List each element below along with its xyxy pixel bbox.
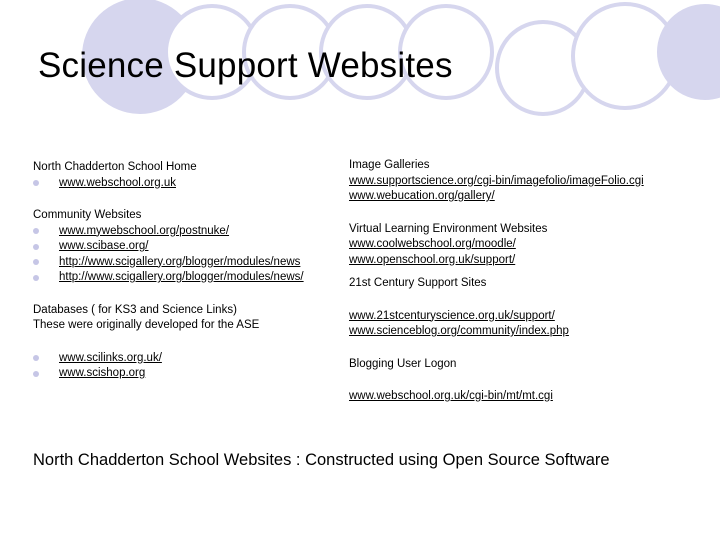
vle-heading: Virtual Learning Environment Websites: [349, 222, 548, 235]
community-heading: Community Websites: [33, 209, 142, 221]
vle-link[interactable]: www.coolwebschool.org/moodle/: [349, 238, 516, 250]
blogging-link[interactable]: www.webschool.org.uk/cgi-bin/mt/mt.cgi: [349, 390, 553, 402]
bullet-icon: [33, 228, 39, 234]
footer-caption: North Chadderton School Websites : Constructed using Open Source Software: [33, 451, 610, 469]
list-item: [33, 224, 333, 240]
database-link[interactable]: www.scishop.org: [59, 367, 146, 379]
home-link[interactable]: www.webschool.org.uk: [59, 176, 176, 189]
c21-heading: 21st Century Support Sites: [349, 277, 487, 289]
slide-title: Science Support Websites: [38, 46, 453, 85]
community-link[interactable]: http://www.scigallery.org/blogger/modules/news/: [59, 271, 304, 283]
databases-heading: Databases ( for KS3 and Science Links): [33, 303, 237, 316]
databases-subheading: These were originally developed for the ASE: [33, 319, 260, 331]
home-heading: North Chadderton School Home: [33, 161, 197, 173]
bullet-icon: [33, 180, 39, 186]
bullet-icon: [33, 259, 39, 265]
list-item: [33, 270, 333, 286]
community-link[interactable]: www.scibase.org/: [59, 240, 149, 252]
vle-link[interactable]: www.openschool.org.uk/support/: [349, 253, 516, 266]
bullet-icon: [33, 275, 39, 281]
community-link[interactable]: www.mywebschool.org/postnuke/: [59, 224, 230, 237]
c21-link[interactable]: www.21stcenturyscience.org.uk/support/: [349, 309, 555, 322]
list-item: [33, 176, 333, 192]
bullet-icon: [33, 371, 39, 377]
list-item: [33, 239, 333, 255]
database-link[interactable]: www.scilinks.org.uk/: [59, 351, 162, 364]
blogging-heading: Blogging User Logon: [349, 357, 457, 370]
galleries-heading: Image Galleries: [349, 159, 430, 171]
c21-link[interactable]: www.scienceblog.org/community/index.php: [349, 325, 569, 337]
bullet-icon: [33, 244, 39, 250]
right-column: [349, 158, 689, 405]
list-item: [33, 351, 333, 367]
bullet-icon: [33, 355, 39, 361]
gallery-link[interactable]: www.supportscience.org/cgi-bin/imagefolio/imageFolio.cgi: [349, 174, 644, 187]
gallery-link[interactable]: www.webucation.org/gallery/: [349, 190, 495, 202]
list-item: [33, 255, 333, 271]
left-column: [33, 160, 333, 382]
community-link[interactable]: http://www.scigallery.org/blogger/modules/news: [59, 255, 301, 268]
list-item: [33, 366, 333, 382]
